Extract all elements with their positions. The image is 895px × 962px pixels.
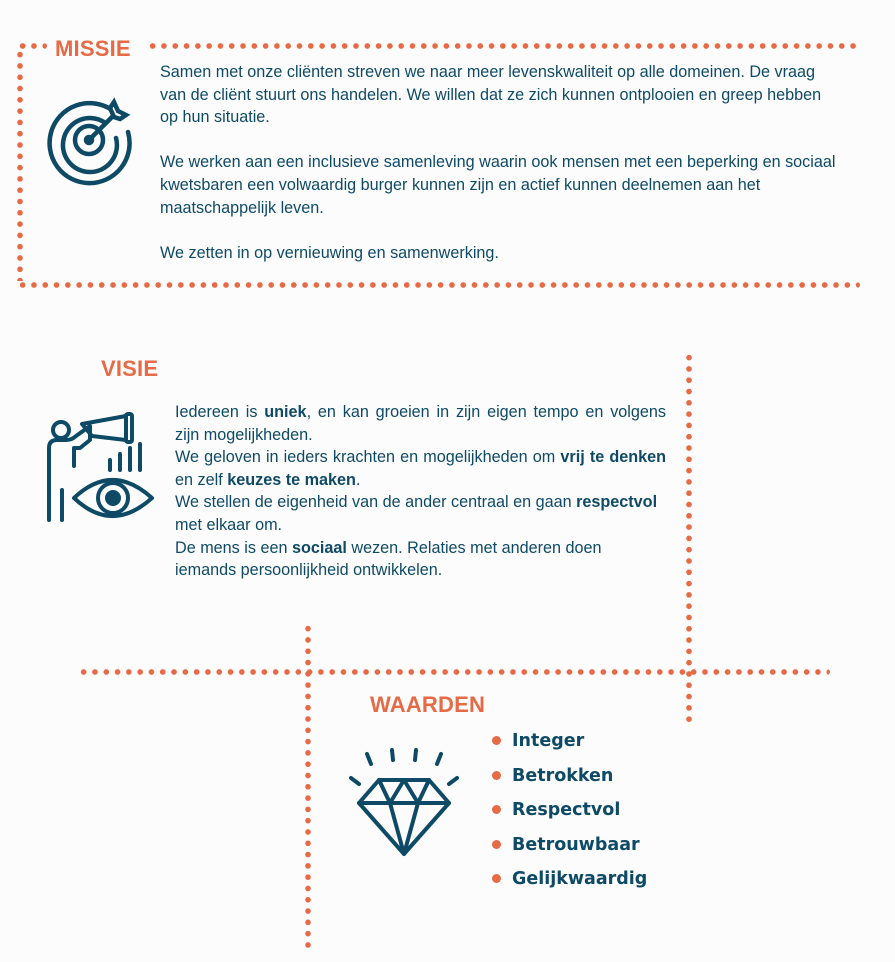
waarden-frame-top — [78, 669, 830, 675]
missie-paragraph: We werken aan een inclusieve samenleving waarin ook mensen met een beperking en sociaal kwetsbaren een volwaardig burger kunnen zijn en actief kunnen deelnemen aan het maatschappelijk leven. — [160, 153, 836, 217]
missie-frame-top — [147, 43, 857, 49]
bullet-icon — [492, 736, 501, 745]
diamond-icon — [347, 748, 461, 858]
visie-line: We stellen de eigenheid van de ander centraal en gaan respectvol met elkaar om. — [175, 493, 658, 534]
list-item: Gelijkwaardig — [490, 867, 647, 902]
bullet-icon — [492, 840, 501, 849]
target-arrow-icon — [46, 98, 136, 184]
list-item: Respectvol — [490, 798, 647, 833]
missie-text — [160, 61, 840, 264]
visie-text — [175, 401, 666, 582]
missie-paragraph: We zetten in op vernieuwing en samenwerking. — [160, 243, 499, 262]
missie-paragraph: Samen met onze cliënten streven we naar meer levenskwaliteit op alle domeinen. De vraag van de cliënt stuurt ons handelen. We willen dat ze zich kunnen ontplooien en greep hebben op hun situatie. — [160, 63, 822, 127]
list-item: Integer — [490, 729, 647, 764]
visie-line: We geloven in ieders krachten en mogelijkheden om vrij te denken en zelf keuzes te maken. — [175, 448, 667, 489]
bullet-icon — [492, 874, 501, 883]
bullet-icon — [492, 805, 501, 814]
waarden-frame-left — [305, 623, 311, 948]
visie-title: VISIE — [101, 356, 159, 381]
missie-frame-bottom — [17, 282, 860, 288]
waarden-title: WAARDEN — [370, 692, 486, 717]
missie-frame-left — [17, 49, 23, 281]
bullet-icon — [492, 771, 501, 780]
list-item: Betrokken — [490, 764, 647, 799]
visie-line: De mens is een sociaal wezen. Relaties met anderen doen iemands persoonlijkheid ontwikkelen. — [175, 538, 602, 580]
vision-telescope-eye-icon — [44, 412, 156, 524]
list-item: Betrouwbaar — [490, 833, 647, 868]
missie-title: MISSIE — [55, 36, 131, 61]
values-list — [490, 729, 647, 902]
visie-line: Iedereen is uniek, en kan groeien in zijn eigen tempo en volgens zijn mogelijkheden. — [175, 403, 666, 444]
